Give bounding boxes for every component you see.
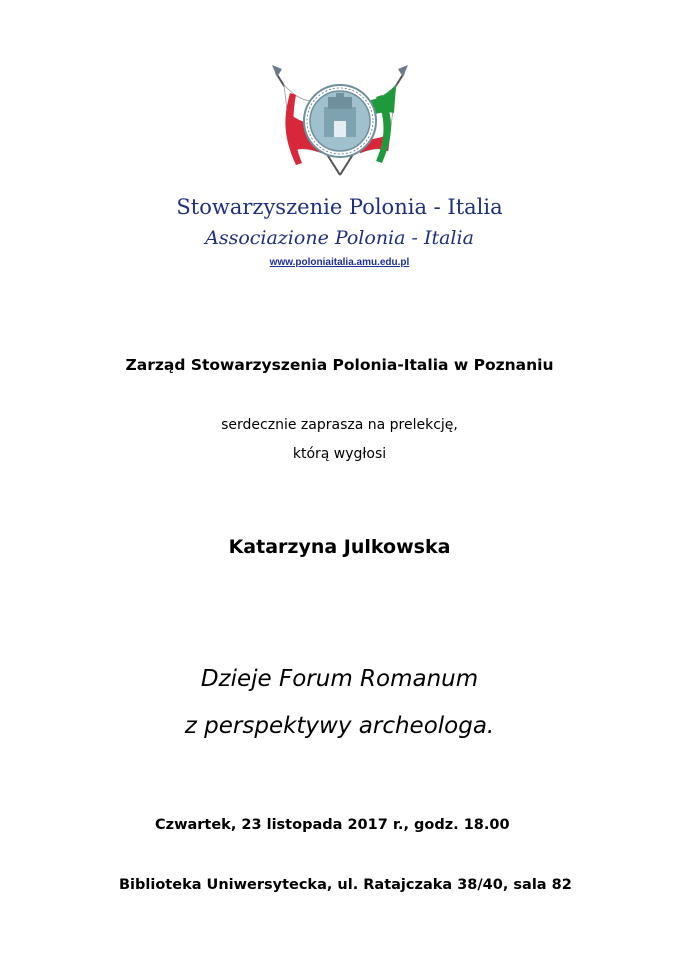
association-logo [262,55,418,185]
lecture-title-line1: Dzieje Forum Romanum [200,666,479,692]
crossed-flags-seal-icon [262,55,418,185]
board-heading: Zarząd Stowarzyszenia Polonia-Italia w Poznaniu [125,356,554,374]
website-link[interactable]: www.poloniaitalia.amu.edu.pl [269,257,410,268]
speaker-name: Katarzyna Julkowska [228,536,451,558]
event-location: Biblioteka Uniwersytecka, ul. Ratajczaka 38/40, sala 82 [119,877,572,893]
invitation-text-line1: serdecznie zaprasza na prelekcję, [221,417,458,433]
event-date: Czwartek, 23 listopada 2017 r., godz. 18.00 [155,817,510,833]
lecture-title-line2: z perspektywy archeologa. [184,713,495,739]
org-name-polish: Stowarzyszenie Polonia - Italia [176,195,503,219]
invitation-text-line2: którą wygłosi [292,446,387,462]
org-name-italian: Associazione Polonia - Italia [205,227,474,249]
